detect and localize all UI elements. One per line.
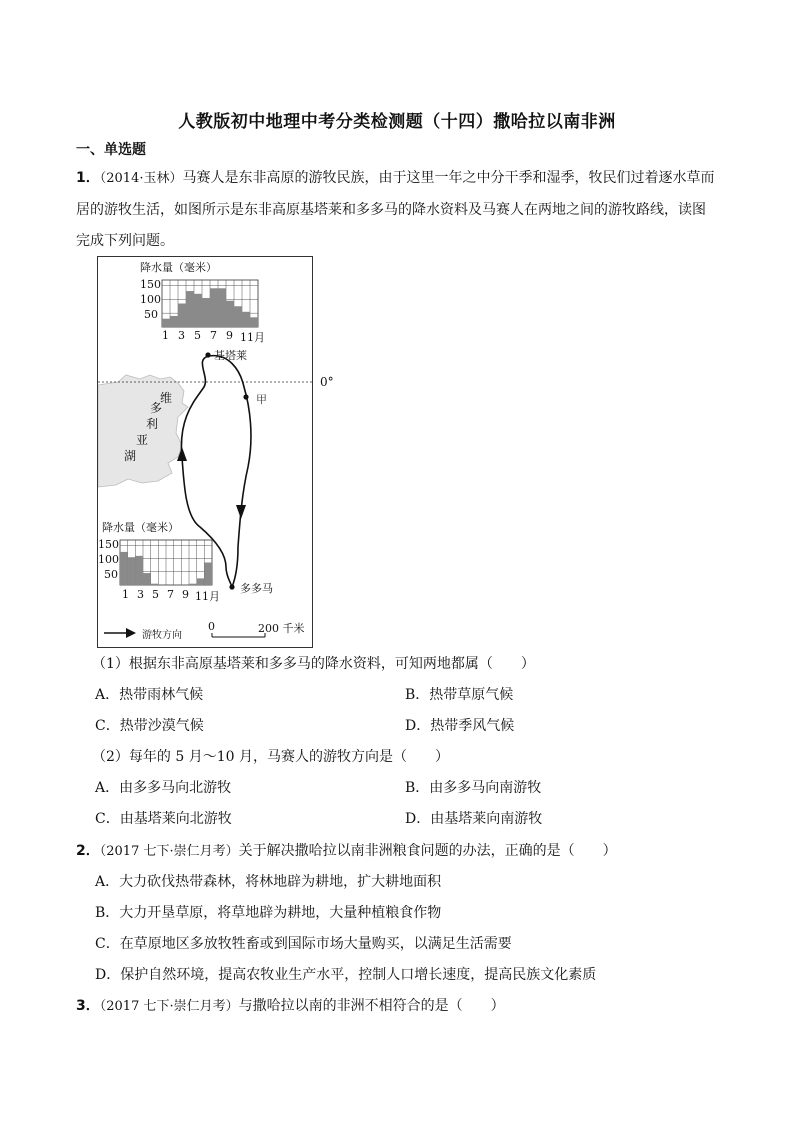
bottom-xtick: 11月	[195, 590, 220, 603]
question-text: 与撒哈拉以南的非洲不相符合的是（ ）	[238, 998, 505, 1014]
scale-end: 200 千米	[258, 622, 305, 635]
top-chart-yticks	[140, 277, 161, 322]
question-source: （2017 七下·崇仁月考）	[99, 999, 239, 1014]
lake-char: 亚	[136, 433, 149, 447]
option-c[interactable]: C．由基塔莱向北游牧	[95, 811, 232, 827]
option-a[interactable]: A．大力砍伐热带森林，将林地辟为耕地，扩大耕地面积	[95, 874, 442, 890]
dodoma-bar-month-3	[135, 556, 143, 585]
option-b[interactable]: B．热带草原气候	[405, 687, 514, 703]
top-xtick: 1	[162, 329, 169, 342]
kitale-bar-month-9	[226, 301, 234, 327]
legend-arrow-head	[126, 628, 136, 638]
legend-label: 游牧方向	[142, 630, 182, 641]
option-d[interactable]: D．保护自然环境，提高农牧业生产水平，控制人口增长速度，提高民族文化素质	[95, 967, 597, 983]
lake-char: 利	[146, 417, 159, 431]
kitale-bar-month-8	[218, 288, 226, 327]
option-a[interactable]: A．热带雨林气候	[95, 687, 204, 703]
option-a[interactable]: A．由多多马向北游牧	[95, 780, 232, 796]
question-text: 关于解决撒哈拉以南非洲粮食问题的办法，正确的是（ ）	[238, 843, 617, 859]
top-ytick: 100	[140, 293, 161, 306]
question-1-stem	[76, 163, 716, 258]
lake-char: 湖	[124, 449, 137, 463]
section-heading: 一、单选题	[76, 142, 146, 158]
bottom-ytick: 150	[98, 538, 119, 551]
question-number: 1．	[76, 170, 100, 186]
subquestion-2-stem: （2）每年的 5 月～10 月，马赛人的游牧方向是（ ）	[92, 749, 449, 765]
dodoma-bar-month-1	[120, 552, 128, 585]
migration-route-east	[209, 356, 251, 587]
option-d[interactable]: D．热带季风气候	[405, 718, 515, 734]
question-source: （2017 七下·崇仁月考）	[99, 844, 239, 859]
question-number: 3．	[76, 998, 100, 1014]
kitale-bar-month-7	[210, 288, 218, 327]
kitale-point	[205, 352, 210, 357]
dodoma-label: 多多马	[240, 582, 273, 595]
top-chart-title: 降水量（毫米）	[140, 261, 217, 274]
bottom-xtick: 1	[122, 588, 129, 601]
dodoma-bar-month-12	[204, 563, 212, 586]
equator-label: 0°	[320, 375, 334, 389]
bottom-xtick: 3	[137, 588, 144, 601]
bottom-ytick: 100	[98, 553, 119, 566]
bottom-chart	[120, 540, 212, 585]
bottom-chart-title: 降水量（毫米）	[102, 521, 179, 534]
kitale-bar-month-2	[170, 316, 178, 327]
kitale-bar-month-3	[178, 304, 186, 328]
bottom-ytick: 50	[104, 568, 118, 581]
kitale-bar-month-10	[234, 306, 242, 327]
bottom-chart-yticks	[98, 537, 118, 582]
bottom-xtick: 7	[167, 588, 174, 601]
top-chart	[162, 280, 258, 327]
dodoma-bar-month-5	[151, 584, 159, 585]
kitale-bar-month-12	[250, 317, 258, 327]
kitale-label: 基塔莱	[214, 349, 247, 362]
kitale-bar-month-1	[162, 319, 170, 327]
dodoma-bar-month-4	[143, 573, 151, 585]
dodoma-bar-month-10	[189, 584, 197, 585]
question-source: （2014·玉林）	[99, 171, 183, 186]
dodoma-bar-month-11	[197, 578, 205, 585]
top-ytick: 150	[140, 278, 161, 291]
subquestion-1-stem: （1）根据东非高原基塔莱和多多马的降水资料，可知两地都属（ ）	[92, 656, 535, 672]
question-number: 2．	[76, 843, 100, 859]
kitale-bar-month-4	[186, 291, 194, 327]
kitale-bar-month-5	[194, 294, 202, 327]
lake-char: 多	[150, 401, 163, 415]
option-b[interactable]: B．由多多马向南游牧	[405, 780, 542, 796]
question-3-stem	[76, 995, 505, 1018]
jia-label: 甲	[256, 393, 267, 406]
dodoma-bar-month-2	[128, 557, 136, 585]
jia-point	[243, 394, 248, 399]
arrow-south	[236, 505, 246, 519]
top-xtick: 9	[226, 329, 233, 342]
option-c[interactable]: C．在草原地区多放牧牲畜或到国际市场大量购买，以满足生活需要	[95, 936, 512, 952]
bottom-xtick: 5	[152, 588, 159, 601]
map-figure	[97, 256, 334, 648]
top-xtick: 3	[178, 329, 185, 342]
bottom-xtick: 9	[182, 588, 189, 601]
lake-char: 维	[160, 391, 173, 405]
top-xtick: 11月	[240, 331, 265, 344]
kitale-bar-month-6	[202, 298, 210, 327]
dodoma-point	[229, 584, 234, 589]
option-b[interactable]: B．大力开垦草原，将草地辟为耕地，大量种植粮食作物	[95, 905, 442, 921]
top-ytick: 50	[144, 308, 158, 321]
top-xtick: 5	[194, 329, 201, 342]
question-text: 马赛人是东非高原的游牧民族，由于这里一年之中分干季和湿季，牧民们过着逐水草而居的游牧生活，如图所示是东非高原基塔莱和多多马的降水资料及马赛人在两地之间的游牧路线，读图完成下列问题。	[76, 170, 715, 249]
top-xtick: 7	[210, 329, 217, 342]
scale-zero: 0	[208, 620, 215, 633]
page-title: 人教版初中地理中考分类检测题（十四）撒哈拉以南非洲	[178, 112, 616, 132]
question-2-stem	[76, 840, 617, 863]
option-d[interactable]: D．由基塔莱向南游牧	[405, 811, 543, 827]
kitale-bar-month-11	[242, 312, 250, 327]
option-c[interactable]: C．热带沙漠气候	[95, 718, 204, 734]
